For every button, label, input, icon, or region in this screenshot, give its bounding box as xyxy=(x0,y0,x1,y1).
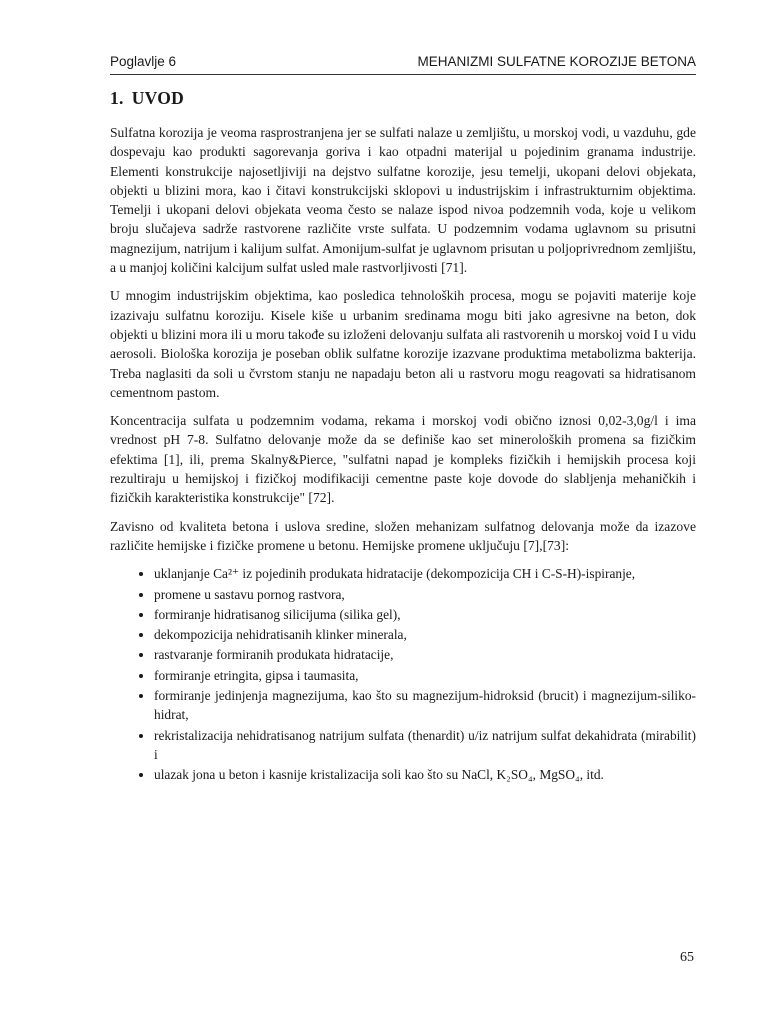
list-item: • formiranje jedinjenja magnezijuma, kao što su magnezijum-hidroksid (brucit) i magnezijum-siliko-hidrat, xyxy=(154,686,696,725)
list-item: • rekristalizacija nehidratisanog natrijum sulfata (thenardit) u/iz natrijum sulfat dekahidrata (mirabilit) i xyxy=(154,726,696,765)
list-item: • ulazak jona u beton i kasnije kristalizacija soli kao što su NaCl, K₂SO₄, MgSO₄, itd. xyxy=(154,765,696,784)
page-header xyxy=(110,54,696,75)
paragraph: Zavisno od kvaliteta betona i uslova sredine, složen mehanizam sulfatnog delovanja može da izazove različite hemijske i fizičke promene u betonu. Hemijske promene uključuju [7],[73]: xyxy=(110,518,696,553)
list-item: • dekompozicija nehidratisanih klinker minerala, xyxy=(154,625,696,644)
list-item: • formiranje etringita, gipsa i taumasita, xyxy=(154,666,696,685)
list-item: • promene u sastavu pornog rastvora, xyxy=(154,585,696,604)
bullet-list xyxy=(110,564,696,784)
list-item: • formiranje hidratisanog silicijuma (silika gel), xyxy=(154,605,696,624)
section-title: UVOD xyxy=(131,88,185,108)
chapter-label: Poglavlje 6 xyxy=(110,54,177,69)
section-number: 1. xyxy=(110,88,124,108)
chapter-title: MEHANIZMI SULFATNE KOROZIJE BETONA xyxy=(417,54,696,69)
section-heading xyxy=(110,88,696,109)
page-number: 65 xyxy=(680,950,694,965)
paragraph: U mnogim industrijskim objektima, kao posledica tehnoloških procesa, mogu se pojaviti materije koje izazivaju sulfatnu koroziju. Kisele kiše u urbanim sredinama mogu biti jako agresivne na beton, dok objekti u blizini mora ili u moru takođe su izloženi delovanju sulfata ali rastvorenih u morskoj void I u vidu aerosoli. Biološka korozija je poseban oblik sulfatne korozije izazvane produktima metabolizma bakterija. Treba naglasiti da soli u čvrstom stanju ne napadaju beton ali u rastvoru mogu reagovati sa hidratisanom cementnom pastom. xyxy=(110,288,696,400)
paragraph: Koncentracija sulfata u podzemnim vodama, rekama i morskoj vodi obično iznosi 0,02-3,0g/l i ima vrednost pH 7-8. Sulfatno delovanje može da se definiše kao set mineroloških promena sa fizičkim efektima [1], ili, prema Skalny&Pierce, "sulfatni napad je kompleks fizičkih i hemijskih procesa koji rezultiraju u hemijskoj i fizičkoj modifikaciji cementne paste koje dovode do slabljenja mehaničkih i fizičkih karakteristika konstrukcije" [72]. xyxy=(110,413,696,506)
paragraph: Sulfatna korozija je veoma rasprostranjena jer se sulfati nalaze u zemljištu, u morskoj vodi, u vazduhu, gde dospevaju kao produkti sagorevanja goriva i kao otpadni materijal u pojedinim granama industrije. Elementi konstrukcije najosetljiviji na dejstvo sulfatne korozije, jesu temelji, ukopani delovi objekata, objekti u blizini mora, kao i čitavi konstrukcijski sklopovi u industrijskim i infrastrukturnim objektima. Temelji i ukopani delovi objekata veoma često se nalaze ispod nivoa podzemnih voda, koje u velikom broju slučajeva sadrže rastvorene različite vrste sulfata. U podzemnim vodama uglavnom su prisutni magnezijum, natrijum i kalijum sulfat. Amonijum-sulfat je uglavnom prisutan u poljoprivrednom zemljištu, a u manjoj količini kalcijum sulfat usled male rastvorljivosti [71]. xyxy=(110,125,696,276)
list-item: • rastvaranje formiranih produkata hidratacije, xyxy=(154,645,696,664)
list-item: • uklanjanje Ca²⁺ iz pojedinih produkata hidratacije (dekompozicija CH i C-S-H)-ispiranje, xyxy=(154,564,696,583)
page-body xyxy=(110,88,696,786)
